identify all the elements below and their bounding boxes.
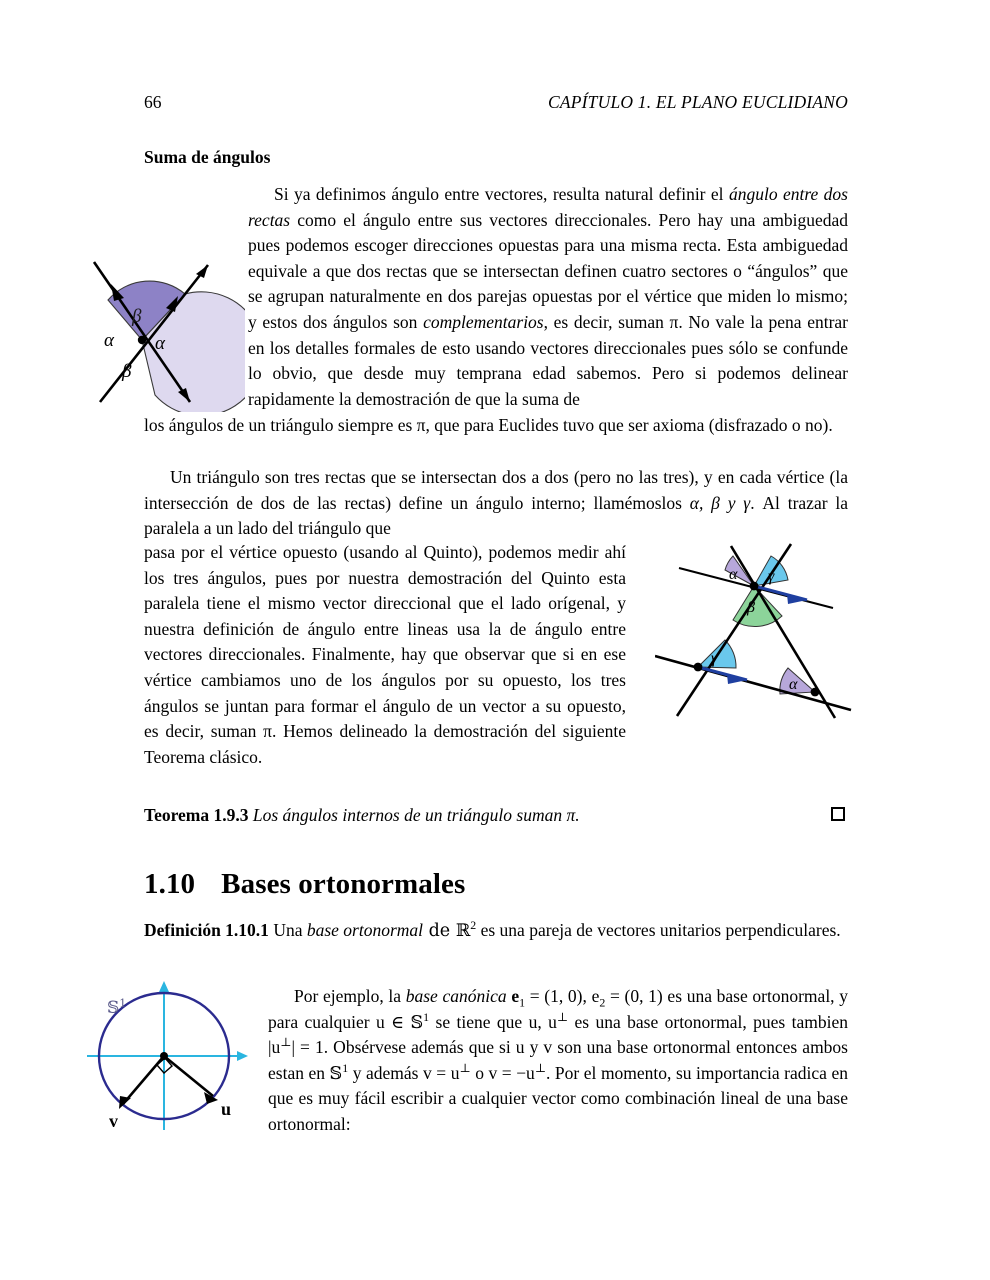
chapter-title: CAPÍTULO 1. EL PLANO EUCLIDIANO [548,92,848,112]
p1-italic-angulo-entre-dos-rectas: ángulo entre dos rectas [248,184,848,230]
section-title: Bases ortonormales [221,868,466,900]
definition-block [144,918,848,945]
vector-u-line [164,1056,213,1096]
p2-greek-letters: α, β y γ [689,492,751,513]
label-beta-top: β [132,306,142,327]
theorem-statement: Los ángulos internos de un triángulo suman π. [252,805,580,825]
fp-sup-4: 1 [342,1060,349,1075]
fp-text-g: | = 1. Obsérvese además que si u y v son una base ortonormal entonces ambos estan en 𝕊 [268,1037,848,1083]
label-vector-v: v [109,1111,118,1131]
x-axis-arrowhead [237,1051,248,1061]
fp-text-i: o v = −u [470,1062,535,1083]
fp-sup-5: ⊥ [459,1060,471,1075]
theorem-block [144,803,848,829]
label-circle-S1: 𝕊$^1$ [107,997,127,1018]
fp-sup-6: ⊥ [534,1060,546,1075]
alpha-sector-right [780,668,815,694]
y-axis-arrowhead [159,981,169,992]
fp-sup-2: ⊥ [556,1009,569,1024]
p2-text-a: Un triángulo son tres rectas que se intersectan dos a dos (pero no las tres), y en cada vértice (la intersección de dos de las rectas) define un ángulo interno; llamémoslos [144,467,848,513]
label-alpha-right: α [155,333,165,354]
fp-text-d: = (0, 1) es una base ortonormal, y para cualquier u ∈ 𝕊 [268,986,848,1032]
apex-vertex-dot [750,582,759,591]
p1-text-a: Si ya definimos ángulo entre vectores, resulta natural definir el [274,184,729,204]
definition-italic-base-ortonormal: base ortonormal [306,920,424,940]
theorem-label: Teorema 1.9.3 [144,805,249,825]
fp-text-c: = (1, 0), e [525,986,600,1006]
final-paragraph [268,984,848,1138]
definition-exponent: 2 [470,918,477,933]
qed-square-symbol [831,807,845,821]
left-vertex-dot [694,663,703,672]
fp-text-e: se tiene que u, u [429,1011,557,1032]
fp-italic-base-canonica: base canónica [405,986,507,1006]
figure-two-intersecting-lines [80,222,245,412]
fp-text-a: Por ejemplo, la [294,986,406,1006]
paragraph-1-tail [144,413,848,439]
figure-unit-circle-basis [85,978,260,1133]
label-alpha-apex: α [729,566,738,583]
label-alpha-left: α [104,330,114,351]
label-vector-u: u [221,1099,232,1119]
label-beta-apex: β [747,599,755,616]
p1-text-b: como el ángulo entre sus vectores direccionales. Pero hay una ambiguedad pues podemos escoger direcciones opuestas para una misma recta. Esta ambiguedad equivale a que dos rectas que se intersectan definen cuatro sectores o “ángulos” que se agrupan naturalmente en dos parejas opuestas por el vértice que miden lo mismo; y estos dos ángulos son [248,209,848,332]
fp-sup-3: ⊥ [280,1035,292,1050]
fp-text-b: e [506,986,520,1006]
label-gamma-apex: γ [768,568,775,585]
fp-sub-1: 1 [519,995,526,1010]
definition-label: Definición 1.10.1 [144,920,269,940]
paragraph-1-indented [248,182,848,412]
label-beta-bottom: β [122,361,132,382]
vector-v-line [123,1056,164,1104]
p1-tail-text: los ángulos de un triángulo siempre es π, que para Euclides tuvo que ser axioma (disfrazado o no). [144,415,833,435]
fp-text-h: y además v = u [348,1062,460,1083]
fp-text-f: es una base ortonormal, pues tambien |u [268,1011,848,1058]
page-number: 66 [144,92,162,112]
right-vertex-dot [811,688,820,697]
section-heading [144,868,465,901]
definition-text-c: es una pareja de vectores unitarios perpendiculares. [476,920,841,940]
running-head [144,92,848,113]
fp-text-j: . Por el momento, su importancia radica en que es muy fácil escribir a cualquier vector como combinación lineal de una base ortonormal: [268,1062,848,1134]
p1-italic-complementarios: complementarios [423,311,544,332]
p2-narrow-text: pasa por el vértice opuesto (usando al Quinto), podemos medir ahí los tres ángulos, pues por nuestra demostración del Quinto esta paralela tiene el mismo vector direccional que el lado orígenal, y nuestra definición de ángulo entre lineas usa la de ángulo entre vectores direccionales. Finalmente, hay que observar que si en ese vértice cambiamos uno de los ángulos por su opuesto, los tres ángulos se juntan para formar el ángulo de un vector a su opuesto, es decir, suman π. Hemos delineado la demostración del siguiente Teorema clásico. [144,542,626,767]
figure-triangle-interior-angles [655,528,855,723]
label-alpha-right: α [789,676,798,693]
section-number: 1.10 [144,868,196,900]
fp-sup-1: 1 [423,1009,430,1024]
subsection-heading: Suma de ángulos [144,147,271,167]
definition-text-a: Una [273,920,307,940]
paragraph-2-narrow-column [144,540,626,770]
p1-text-c: , es decir, suman π. No vale la pena entrar en los detalles formales de esto usando vectores direccionales pues sólo se confunde lo obvio, que desde muy temprana edad sabemos. Pero si podemos delinear rapidamente la demostración de que la suma de [248,311,848,409]
intersection-vertex-dot [138,336,146,344]
fp-sub-2: 2 [599,995,606,1010]
triangle-line-base [655,656,851,710]
p2-text-b: . Al trazar la paralela a un lado del triángulo que [144,492,848,539]
label-gamma-left: γ [711,650,718,667]
definition-text-b: de ℝ [423,921,471,941]
